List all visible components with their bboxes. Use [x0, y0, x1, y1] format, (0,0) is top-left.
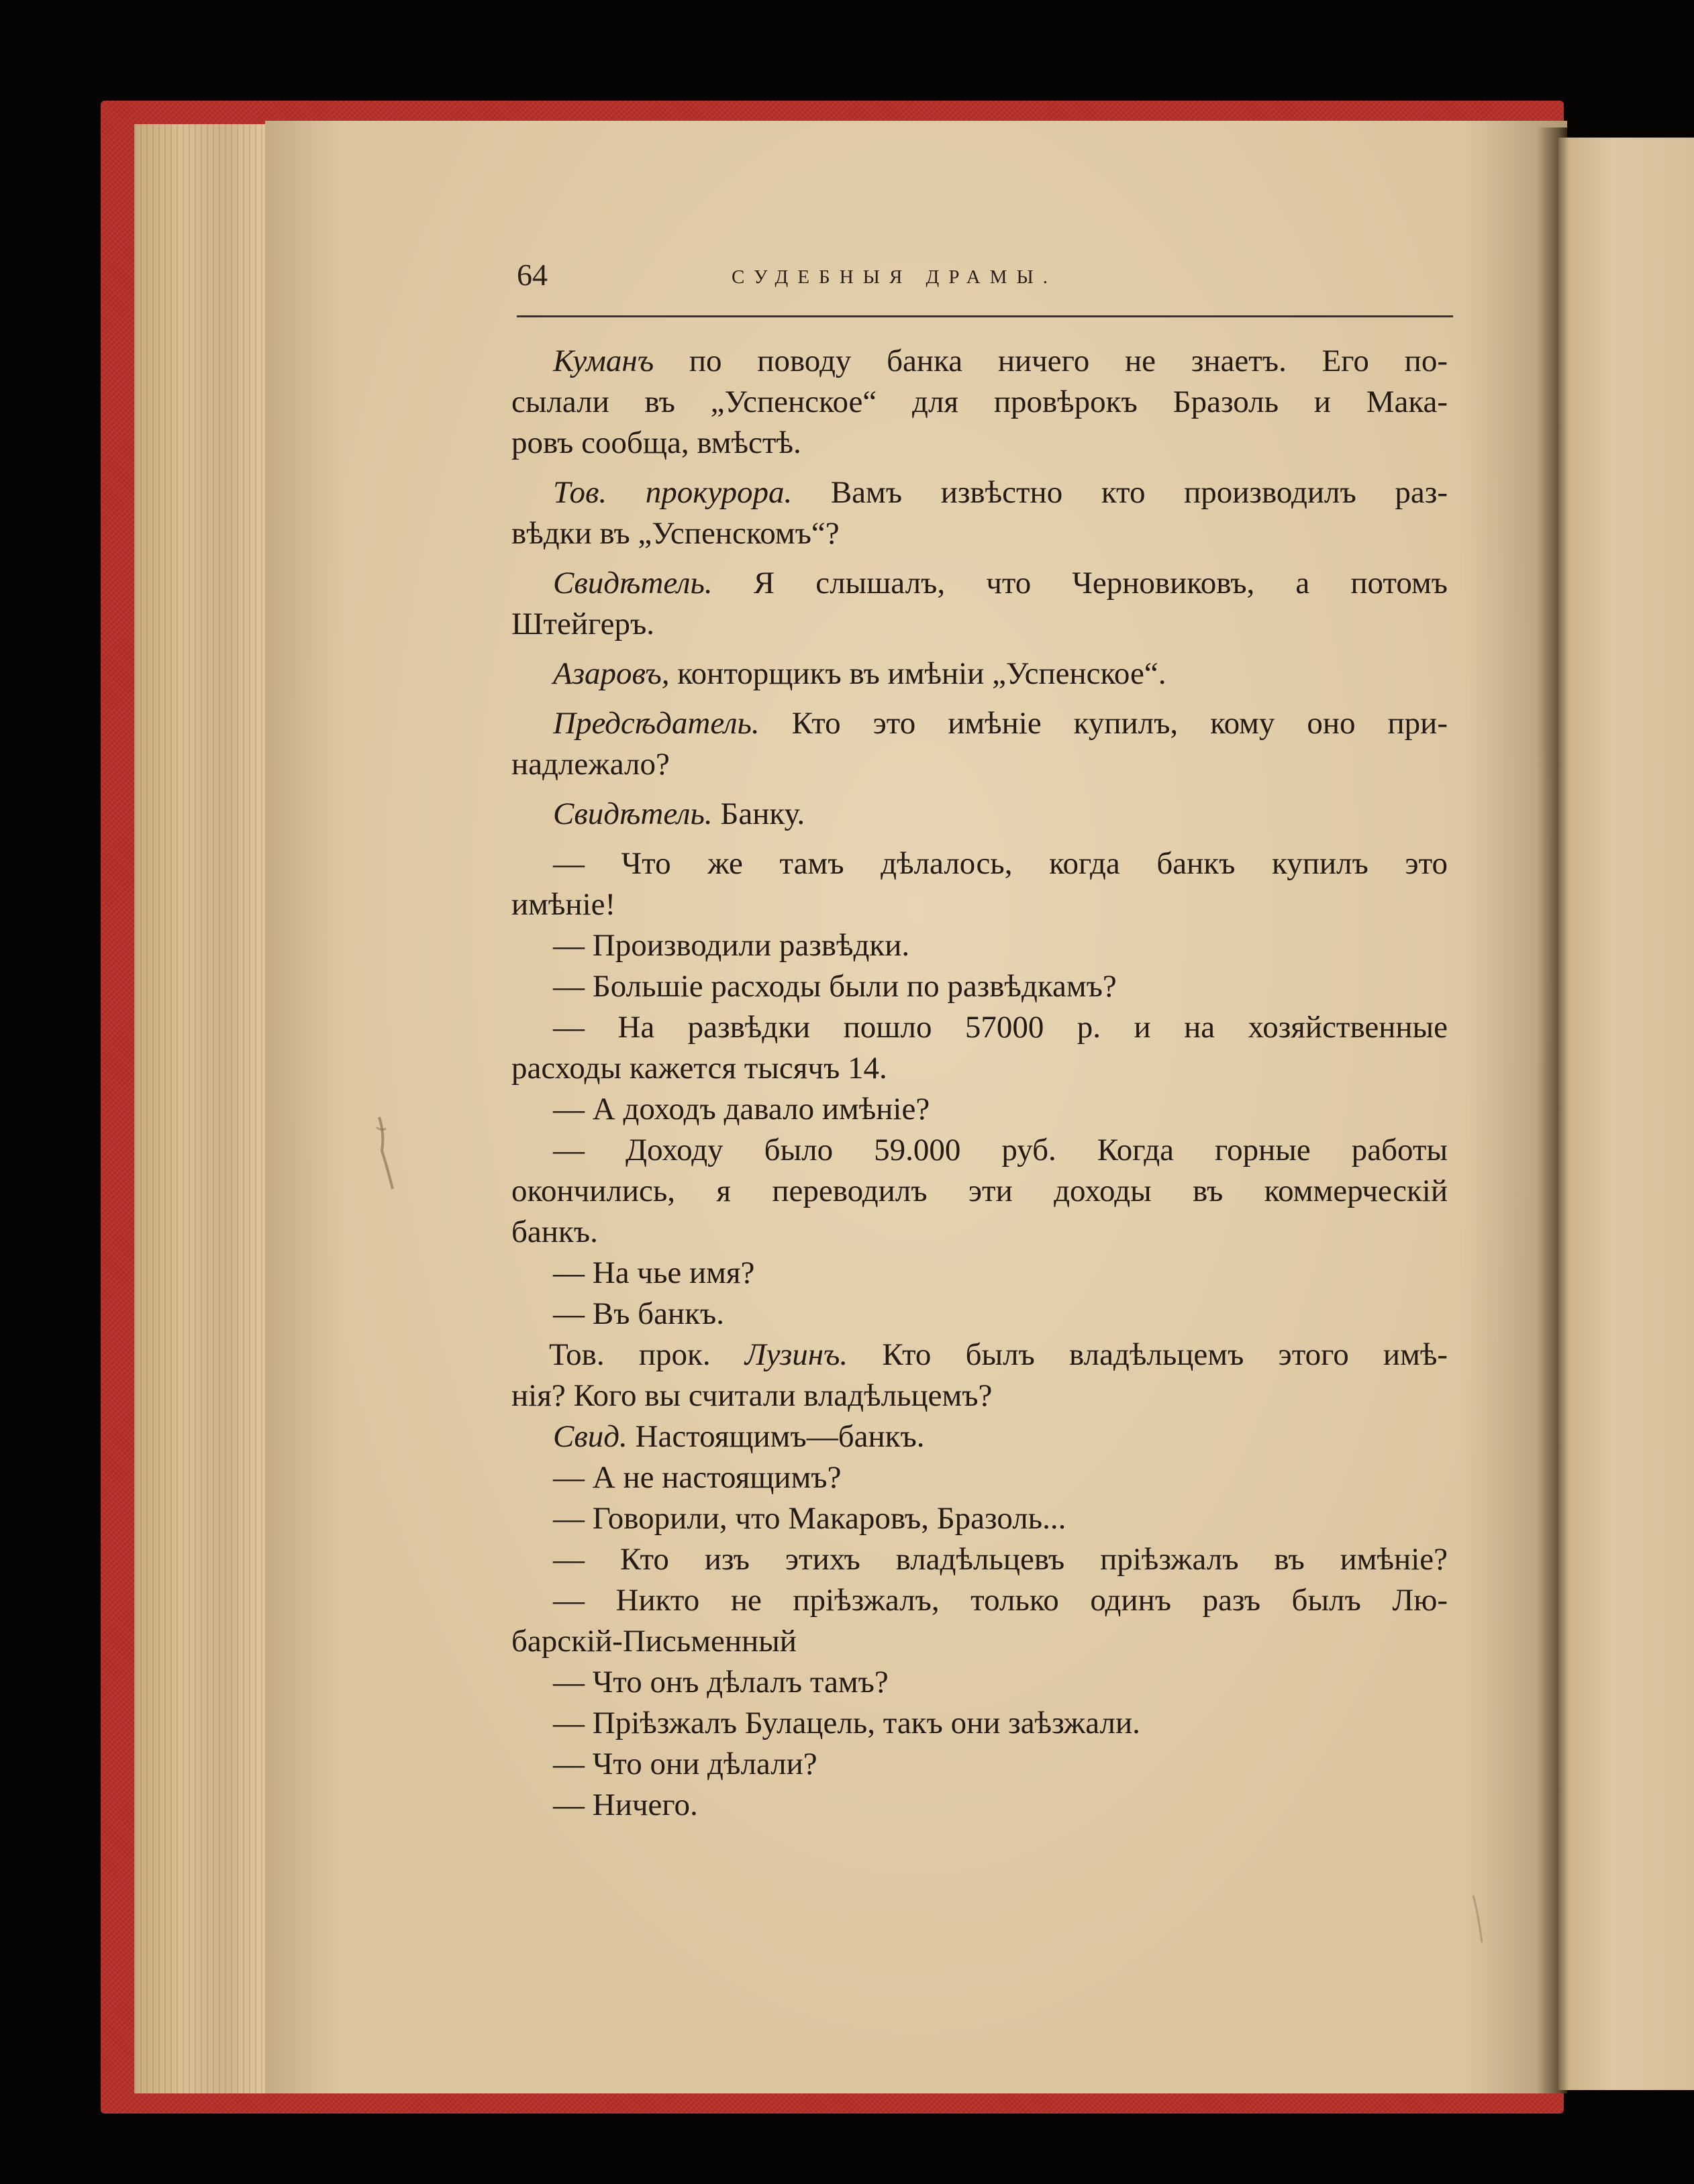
speaker-name: Свид. [553, 1419, 628, 1454]
text-line: — На развѣдки пошло 57000 р. и на хозяйственные [553, 1010, 1448, 1045]
text-line: имѣніе! [511, 887, 616, 922]
text-line: — Что онъ дѣлалъ тамъ? [553, 1665, 889, 1700]
text-line: — Никто не пріѣзжалъ, только одинъ разъ былъ Лю- [553, 1583, 1448, 1618]
text-line: Свидѣтель. Банку. [553, 796, 805, 831]
text-line: нія? Кого вы считали владѣльцемъ? [511, 1378, 993, 1413]
text-line: Тов. прок. Лузинъ. Кто былъ владѣльцемъ этого имѣ- [549, 1337, 1448, 1372]
text-line: — Производили развѣдки. [553, 928, 910, 963]
text-line: — Что они дѣлали? [553, 1747, 817, 1781]
text-line: вѣдки въ „Успенскомъ“? [511, 516, 840, 551]
text-line: надлежало? [511, 747, 670, 782]
text-line: — А не настоящимъ? [553, 1460, 842, 1495]
text-line: сылали въ „Успенское“ для провѣрокъ Бразоль и Мака- [511, 384, 1448, 419]
speaker-name: Куманъ [553, 344, 654, 378]
speaker-name: Свидѣтель. [553, 796, 713, 831]
speaker-name: Предсѣдатель. [553, 706, 760, 741]
header-rule [517, 315, 1453, 317]
stain-mark [1470, 1892, 1490, 1946]
text-line: — Ничего. [553, 1787, 698, 1822]
text-line: — Кто изъ этихъ владѣльцевъ пріѣзжалъ въ имѣніе? [553, 1542, 1448, 1577]
page-number: 64 [517, 258, 548, 292]
text-line: барскій-Письменный [511, 1624, 797, 1659]
speaker-name: Лузинъ. [744, 1337, 848, 1372]
text-line: расходы кажется тысячъ 14. [511, 1051, 887, 1086]
speaker-name: Тов. прокурора. [553, 475, 793, 510]
text-line: Свидѣтель. Я слышалъ, что Черновиковъ, а потомъ [553, 566, 1448, 601]
book-title: СУДЕБНЫЯ ДРАМЫ. [732, 266, 1058, 288]
text-line: Свид. Настоящимъ—банкъ. [553, 1419, 925, 1454]
text-line: Куманъ по поводу банка ничего не знаетъ. Его по- [553, 344, 1448, 378]
text-line: Азаровъ, конторщикъ въ имѣніи „Успенское“. [553, 656, 1166, 691]
text-line: Предсѣдатель. Кто это имѣніе купилъ, кому оно при- [553, 706, 1448, 741]
page-text [511, 341, 1448, 1826]
text-line: — Большіе расходы были по развѣдкамъ? [553, 969, 1117, 1004]
text-line: — Пріѣзжалъ Булацель, такъ они заѣзжали. [553, 1706, 1140, 1740]
speaker-name: Азаровъ, [553, 656, 670, 691]
text-line: — Говорили, что Макаровъ, Бразоль... [553, 1501, 1066, 1536]
text-line: — Въ банкъ. [553, 1296, 724, 1331]
text-line: Тов. прокурора. Вамъ извѣстно кто производилъ раз- [553, 475, 1448, 510]
running-header [517, 257, 1453, 311]
text-line: ровъ сообща, вмѣстѣ. [511, 425, 801, 460]
text-line: окончились, я переводилъ эти доходы въ коммерческій [511, 1174, 1448, 1208]
text-line: — А доходъ давало имѣніе? [553, 1092, 930, 1127]
text-line: — Доходу было 59.000 руб. Когда горные работы [553, 1133, 1448, 1167]
text-line: — Что же тамъ дѣлалось, когда банкъ купилъ это [553, 846, 1448, 881]
text-line: — На чье имя? [553, 1255, 755, 1290]
facing-page-edge [1558, 138, 1694, 2090]
text-line: Штейгеръ. [511, 607, 655, 641]
speaker-name: Свидѣтель. [553, 566, 713, 601]
stain-mark [372, 1114, 399, 1194]
text-line: банкъ. [511, 1214, 598, 1249]
